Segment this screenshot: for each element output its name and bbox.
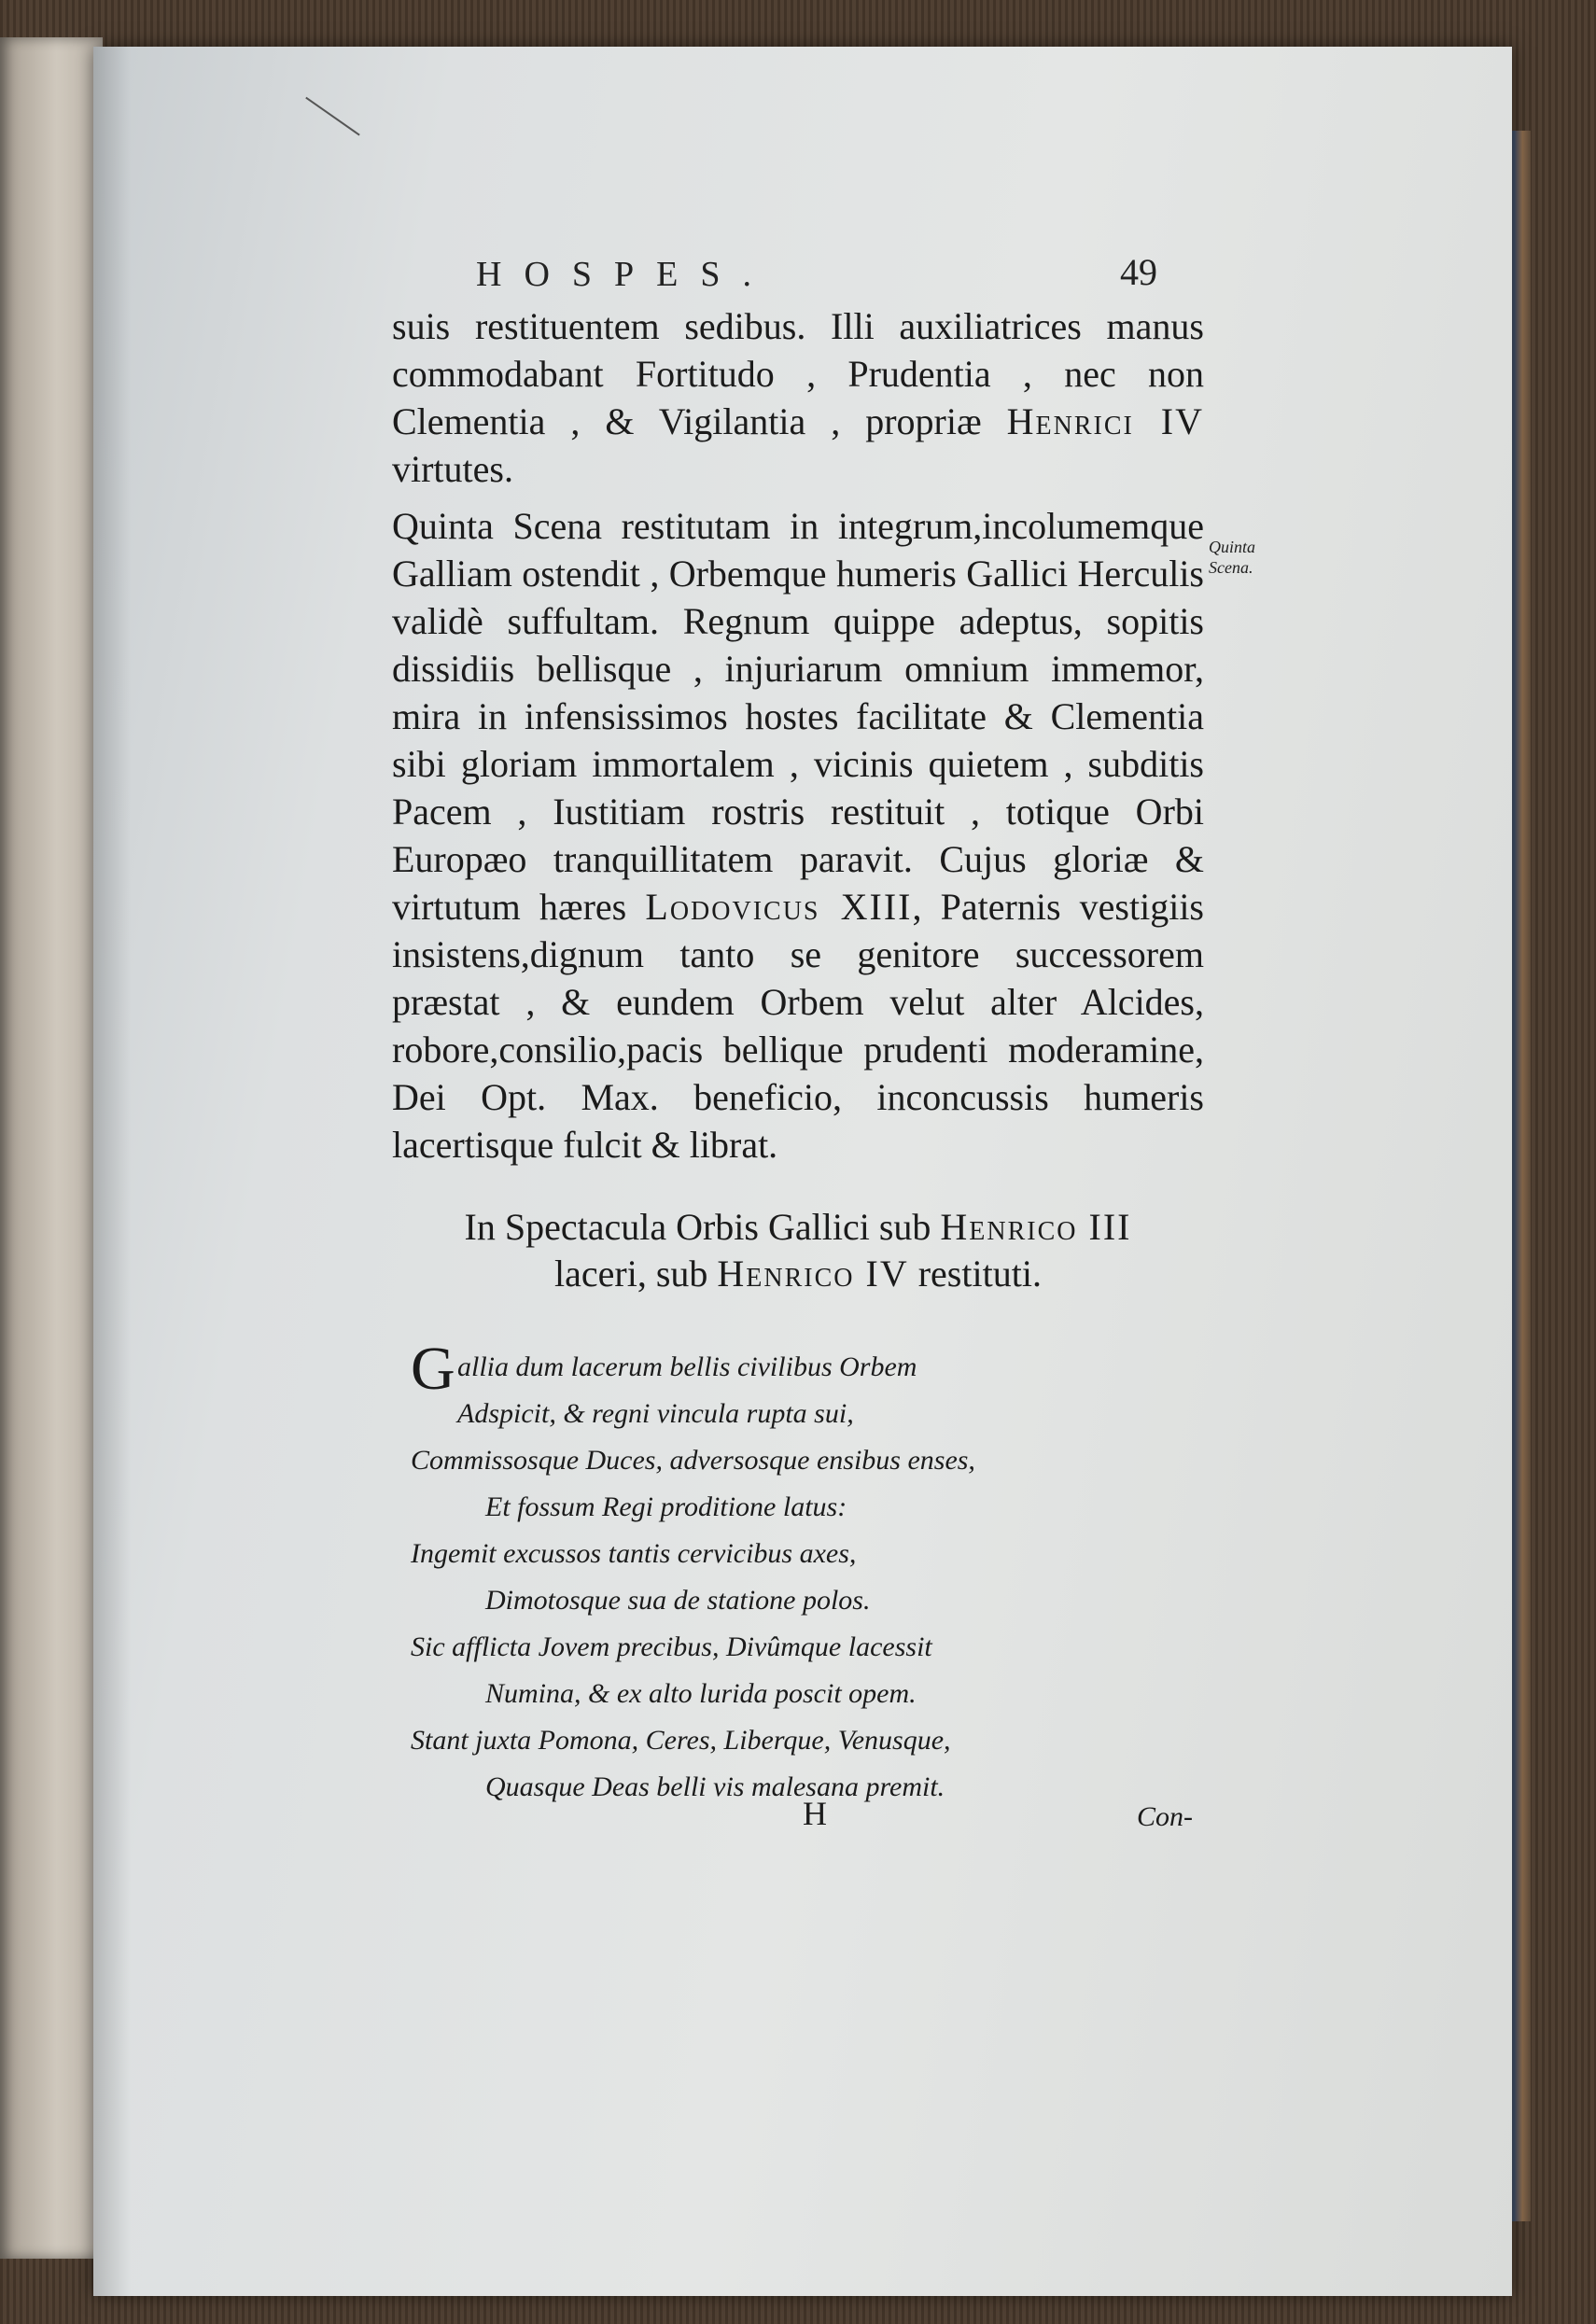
paragraph-2-text-b: , Paternis vestigiis insistens,dignum tanto se genitore successorem præstat , & eundem Orbem velut alter Alcides, robore,consilio,pacis bellique prudenti moderamine, Dei Opt. Max. beneficio, inconcussis humeris lacertisque fulcit & librat. <box>392 886 1204 1166</box>
poem-line: Ingemit excussos tantis cervicibus axes, <box>411 1538 857 1569</box>
poem-title-part-1: In Spectacula Orbis Gallici sub <box>464 1206 941 1248</box>
poem-title-line-1 <box>392 1204 1204 1251</box>
poem-line: Et fossum Regi proditione latus: <box>485 1491 847 1522</box>
page-corner-mark <box>284 97 359 167</box>
poem-title-part-3: restituti. <box>908 1253 1042 1295</box>
paragraph-1-smallcaps: Henrici IV <box>1006 400 1204 442</box>
drop-cap: G <box>411 1335 455 1403</box>
poem-line: Numina, & ex alto lurida poscit opem. <box>485 1678 917 1709</box>
poem-line: Adspicit, & regni vincula rupta sui, <box>457 1398 854 1429</box>
poem-line: allia dum lacerum bellis civilibus Orbem <box>457 1351 917 1382</box>
poem-title-smallcaps-2: Henrico IV <box>717 1253 909 1295</box>
poem <box>411 1335 1213 1811</box>
paragraph-1-text-a: suis restituentem sedibus. Illi auxiliatrices manus commodabant Fortitudo , Prudentia , nec non Clementia , & Vigilantia , propriæ <box>392 305 1204 442</box>
signature-mark: H <box>803 1795 827 1832</box>
poem-line: Quasque Deas belli vis malesana premit. <box>485 1771 945 1802</box>
running-head: HOSPES. <box>476 255 774 294</box>
marginal-note-line-1: Quinta <box>1209 538 1256 556</box>
poem-line: Dimotosque sua de statione polos. <box>485 1585 871 1616</box>
poem-line: Stant juxta Pomona, Ceres, Liberque, Venusque, <box>411 1725 951 1756</box>
poem-line: Commissosque Duces, adversosque ensibus enses, <box>411 1445 975 1476</box>
poem-title-line-2 <box>392 1251 1204 1297</box>
facing-page-edge <box>0 37 103 2259</box>
marginal-note <box>1209 537 1265 578</box>
marginal-note-line-2: Scena. <box>1209 558 1253 577</box>
paragraph-2-text-a: Quinta Scena restitutam in integrum,incolumemque Galliam ostendit , Orbemque humeris Gallici Herculis validè suffultam. Regnum quippe adeptus, sopitis dissidiis bellisque , injuriarum omnium immemor, mira in infensissimos hostes facilitate & Clementia sibi gloriam immortalem , vicinis quietem , subditis Pacem , Iustitiam rostris restituit , totique Orbi Europæo tranquillitatem paravit. Cujus gloriæ & virtutum hæres <box>392 505 1204 928</box>
body-text <box>392 302 1204 1169</box>
paragraph-2 <box>392 502 1204 1169</box>
poem-line: Sic afflicta Jovem precibus, Divûmque lacessit <box>411 1631 932 1662</box>
paragraph-1 <box>392 302 1204 493</box>
book-page <box>93 47 1512 2296</box>
paragraph-1-text-b: virtutes. <box>392 448 513 490</box>
catchword: Con- <box>1137 1801 1193 1832</box>
page-number: 49 <box>1120 251 1157 293</box>
poem-title-smallcaps-1: Henrico III <box>940 1206 1132 1248</box>
paragraph-2-smallcaps: Lodovicus XIII <box>645 886 913 928</box>
poem-title-part-2: laceri, sub <box>554 1253 718 1295</box>
poem-title <box>392 1204 1204 1297</box>
